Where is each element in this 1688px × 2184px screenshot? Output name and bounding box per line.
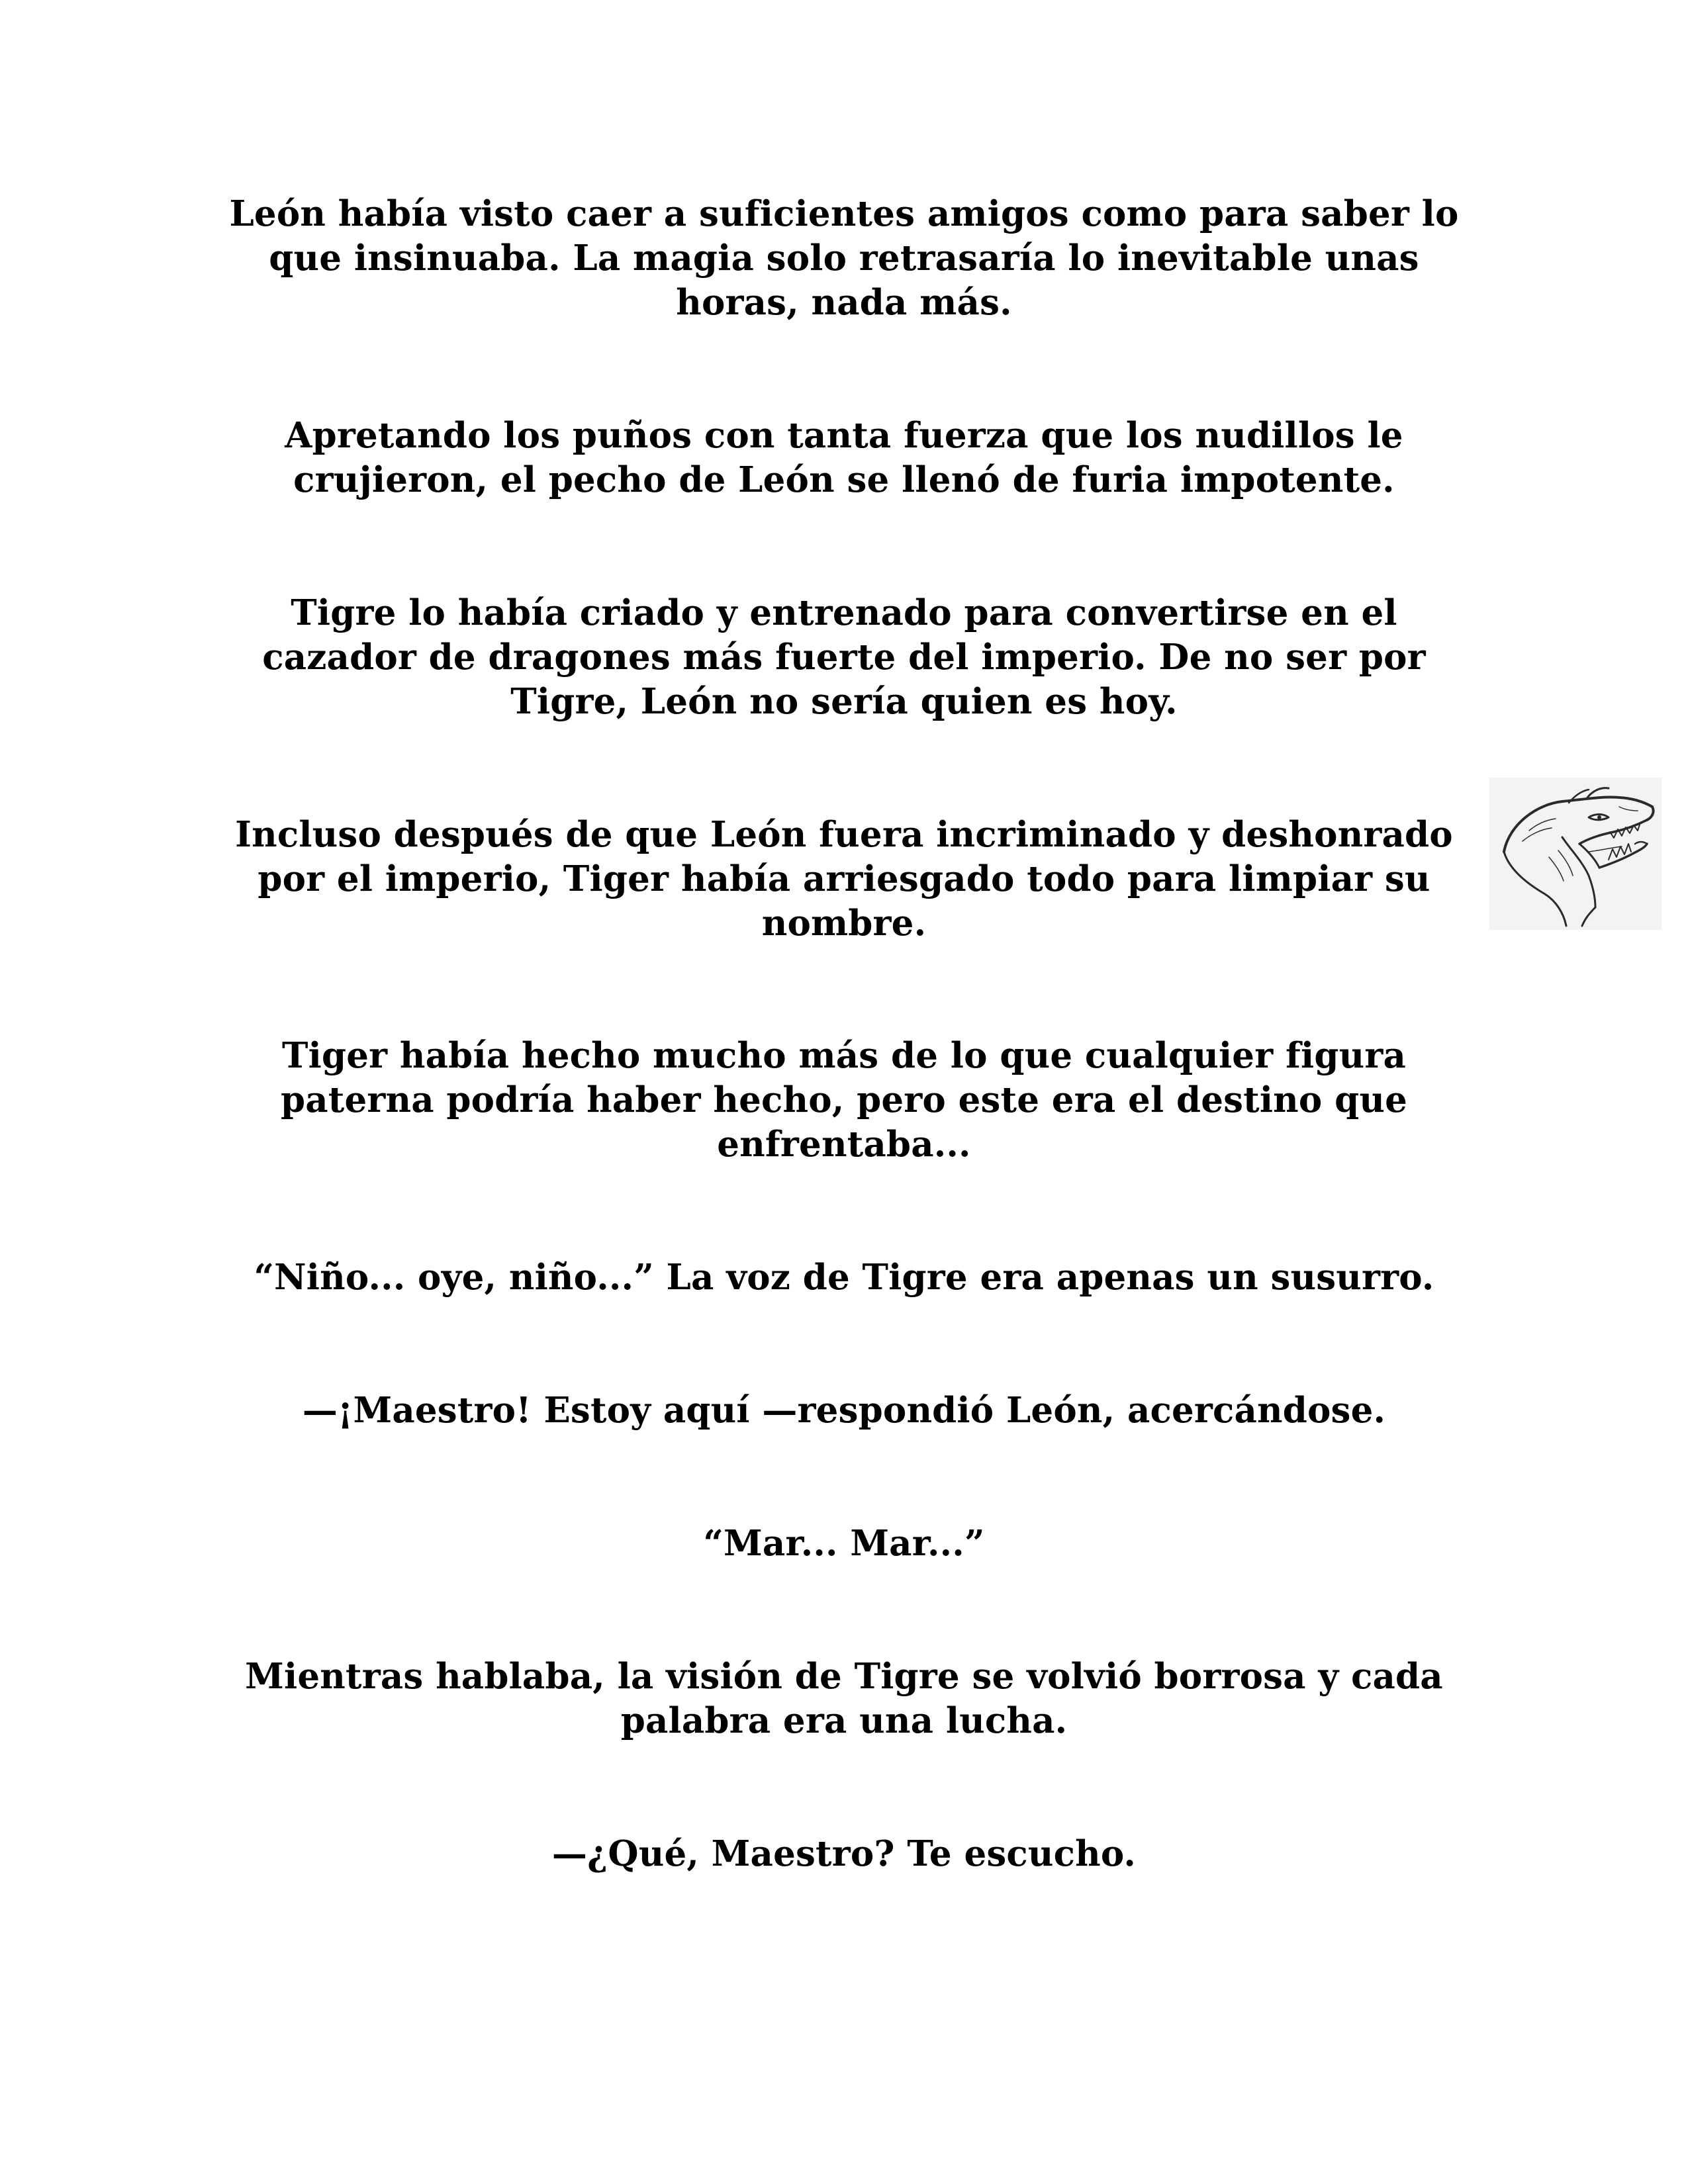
paragraph-8: “Mar... Mar...” [703,1523,985,1564]
paragraph-3: Tigre lo había criado y entrenado para convertirse en el cazador de dragones más fuerte del imperio. De no ser por Tigre, León no sería quien es hoy. [262,592,1426,722]
paragraph-4: Incluso después de que León fuera incriminado y deshonrado por el imperio, Tiger había arriesgado todo para limpiar su nombre. [235,814,1453,944]
paragraph-5: Tiger había hecho mucho más de lo que cualquier figura paterna podría haber hecho, pero este era el destino que enfrentaba... [280,1035,1408,1165]
paragraph-7: —¡Maestro! Estoy aquí —respondió León, acercándose. [302,1390,1386,1431]
paragraph-9: Mientras hablaba, la visión de Tigre se volvió borrosa y cada palabra era una lucha. [245,1656,1443,1741]
paragraph-2: Apretando los puños con tanta fuerza que los nudillos le crujieron, el pecho de León se llenó de furia impotente. [285,415,1403,500]
paragraph-6: “Niño... oye, niño...” La voz de Tigre era apenas un susurro. [254,1257,1434,1298]
paragraph-10: —¿Qué, Maestro? Te escucho. [551,1833,1137,1874]
paragraph-1: León había visto caer a suficientes amigos como para saber lo que insinuaba. La magia solo retrasaría lo inevitable unas horas, nada más. [229,193,1459,323]
dragon-head-sketch-icon [1489,778,1662,930]
